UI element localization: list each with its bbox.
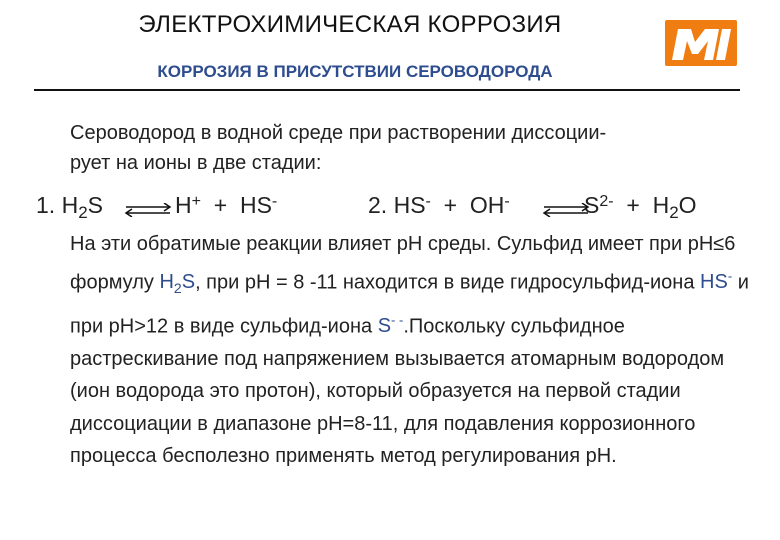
equation-1-left — [36, 192, 103, 223]
h2s-formula: $H_2S$ — [159, 271, 196, 297]
eq2-s-2minus: $S^{2-}$ — [584, 192, 614, 218]
header-divider — [34, 89, 740, 91]
eq1-plus: + — [213, 192, 228, 218]
para-text-1: На эти обратимые реакции влияет рН среды. Сульфид имеет при рН≤6 формулу — [70, 233, 736, 294]
eq2-hs-minus: HS- — [393, 192, 431, 218]
hs-ion-formula: HS- — [700, 268, 733, 294]
eq1-h2s: $H_2S$ — [61, 192, 104, 222]
eq2-h2o: $H_2O$ — [652, 192, 697, 222]
para-text-2: , при рН = 8 -11 находится в виде гидросульфид-иона — [195, 271, 701, 294]
para-text-4: .Поскольку сульфидное растрескивание под напряжением вызывается атомарным водородом (ион водорода это протон), который образуется на первой стадии диссоциации в диапазоне рН=8-11, для подавления коррозионного процесса бесполезно применять метод регулирования рН. — [70, 315, 725, 468]
eq2-plus-1: + — [443, 192, 458, 218]
intro-text — [70, 118, 730, 178]
intro-line-2: рует на ионы в две стадии: — [70, 152, 322, 174]
s-ion-formula: S- - — [377, 312, 404, 338]
equilibrium-arrow-1 — [124, 203, 172, 217]
intro-line-1: Сероводород в водной среде при растворении диссоции- — [70, 122, 607, 144]
slide-subtitle: КОРРОЗИЯ В ПРИСУТСТВИИ СЕРОВОДОРОДА — [157, 62, 553, 81]
equation-1-right — [175, 192, 277, 219]
equation-2-right — [584, 192, 697, 223]
body-paragraph — [70, 228, 750, 473]
equilibrium-arrow-2 — [542, 203, 590, 217]
equation-2-left — [368, 192, 510, 219]
equation-1-number: 1. — [36, 192, 56, 218]
eq1-hs-minus: HS- — [239, 192, 278, 218]
slide-title: ЭЛЕКТРОХИМИЧЕСКАЯ КОРРОЗИЯ — [138, 11, 562, 38]
eq1-h-plus: H+ — [175, 192, 201, 218]
eq2-plus-2: + — [626, 192, 640, 218]
company-logo — [665, 20, 737, 66]
eq2-oh-minus: OH- — [469, 192, 510, 218]
para-text-3: и при рН>12 в виде сульфид-иона — [70, 271, 749, 338]
equation-2-number: 2. — [368, 192, 388, 218]
